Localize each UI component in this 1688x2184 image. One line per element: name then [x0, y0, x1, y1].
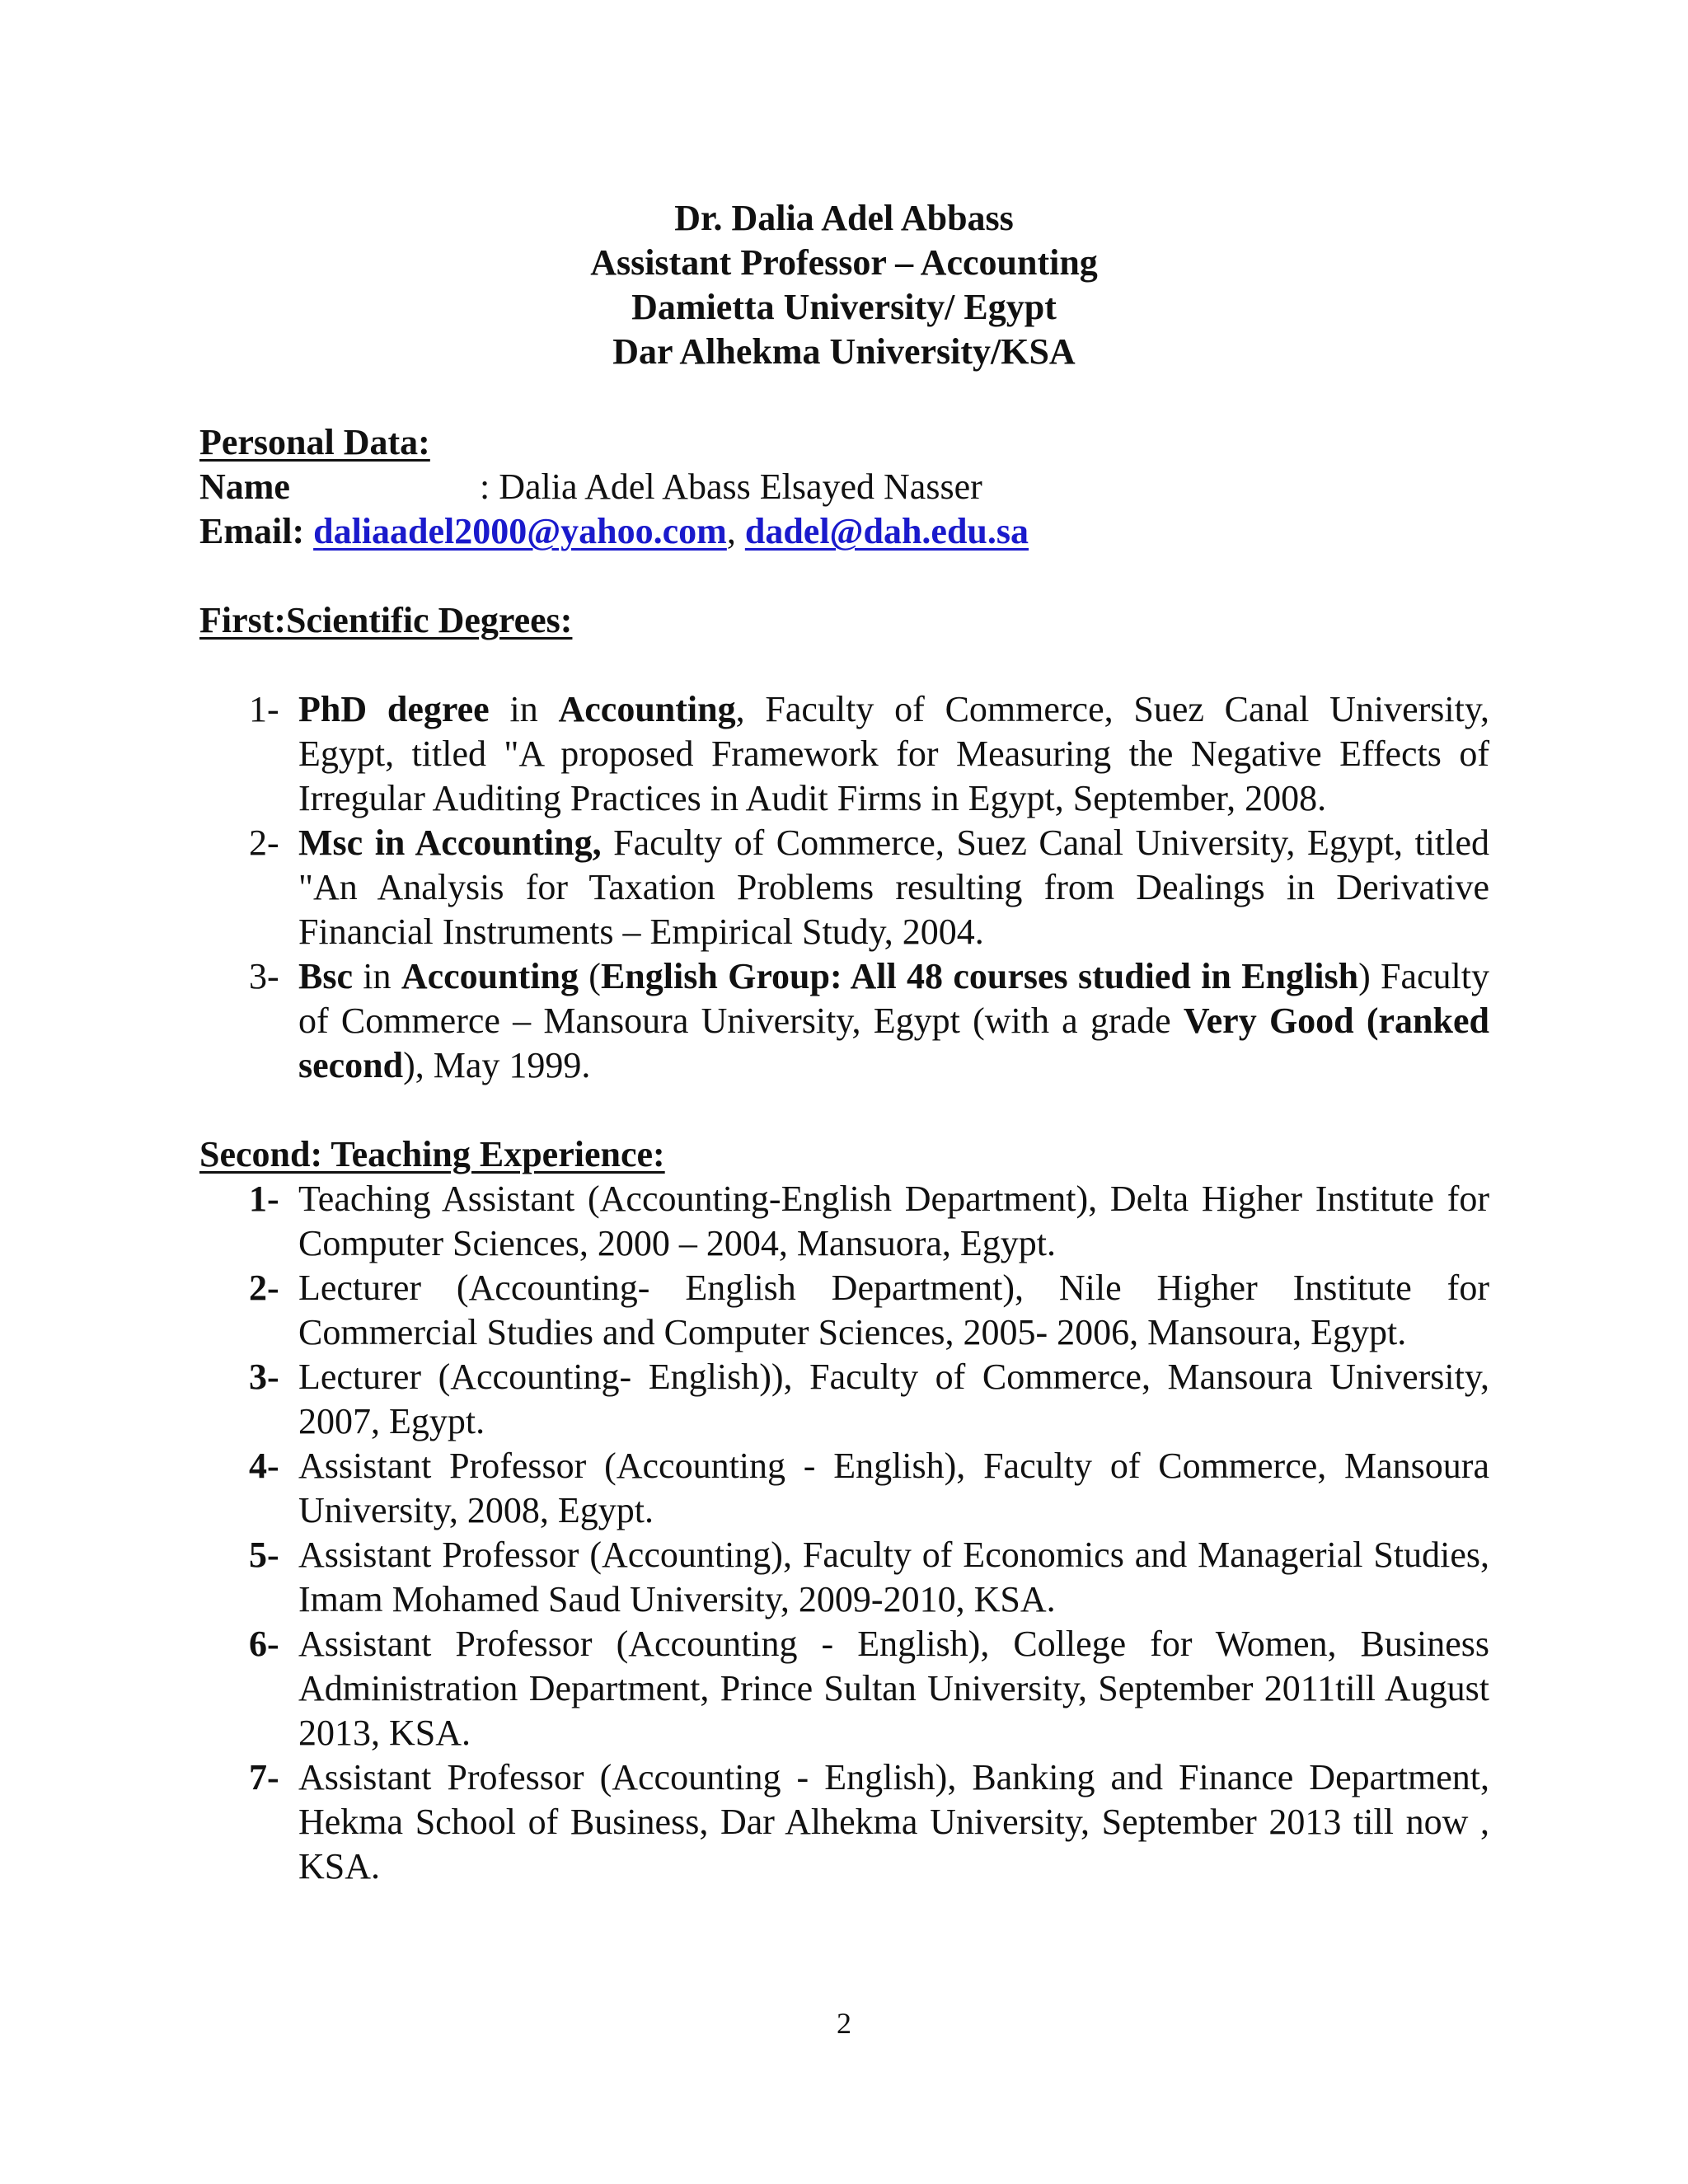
item-number: 1- [249, 1179, 279, 1219]
degree-field: Accounting [558, 689, 736, 729]
name-value: : Dalia Adel Abass Elsayed Nasser [480, 466, 982, 507]
affiliation-1: Damietta University/ Egypt [631, 287, 1057, 327]
teaching-item [199, 1444, 1489, 1533]
degree-item [199, 821, 1489, 954]
teaching-text: Assistant Professor (Accounting - English), College for Women, Business Administration Department, Prince Sultan University, September 2011till August 2013, KSA. [298, 1624, 1489, 1753]
email-label: Email: [199, 511, 305, 551]
degree-field: Accounting [401, 956, 579, 996]
page-number: 2 [837, 2007, 851, 2040]
teaching-heading: Second: Teaching Experience: [199, 1134, 665, 1174]
name-row [199, 465, 1489, 509]
degree-grade: Very Good (ranked second [298, 1001, 1489, 1085]
degree-group: English Group: All 48 courses studied in English [600, 956, 1359, 996]
degrees-list [199, 687, 1489, 1088]
item-number: 1- [249, 689, 279, 729]
teaching-item [199, 1755, 1489, 1889]
person-title-name: Dr. Dalia Adel Abbass [674, 198, 1014, 238]
degree-details: , Faculty of Commerce, Suez Canal University, Egypt, titled "A proposed Framework for Measuring the Negative Effects of Irregular Auditing Practices in Audit Firms in Egypt, September, 2008. [298, 689, 1489, 818]
text-fragment: ) Faculty of Commerce – Mansoura University, Egypt (with a grade [298, 956, 1490, 1041]
degrees-heading: First:Scientific Degrees: [199, 600, 573, 640]
degree-name: Bsc [298, 956, 353, 996]
teaching-list [199, 1177, 1489, 1889]
name-label: Name [199, 466, 290, 507]
teaching-text: Assistant Professor (Accounting - English), Banking and Finance Department, Hekma School of Business, Dar Alhekma University, September 2013 till now , KSA. [298, 1757, 1489, 1886]
email-link-dah[interactable]: dadel@dah.edu.sa [744, 511, 1029, 551]
teaching-item [199, 1177, 1489, 1266]
degree-item [199, 687, 1489, 821]
item-number: 6- [249, 1624, 279, 1664]
degree-item [199, 954, 1489, 1088]
spacer [199, 554, 1489, 598]
teaching-text: Teaching Assistant (Accounting-English Department), Delta Higher Institute for Computer Sciences, 2000 – 2004, Mansuora, Egypt. [298, 1179, 1489, 1263]
item-number: 7- [249, 1757, 279, 1797]
email-separator: , [726, 511, 736, 551]
text-fragment: ), May 1999. [403, 1045, 591, 1085]
teaching-item [199, 1622, 1489, 1755]
degree-name: PhD degree [298, 689, 490, 729]
text-fragment: in [353, 956, 401, 996]
cv-body [199, 420, 1489, 1889]
teaching-item [199, 1266, 1489, 1355]
item-number: 2- [249, 823, 279, 863]
teaching-text: Lecturer (Accounting- English)), Faculty of Commerce, Mansoura University, 2007, Egypt. [298, 1357, 1489, 1441]
email-row [199, 509, 1489, 554]
teaching-text: Lecturer (Accounting- English Department), Nile Higher Institute for Commercial Studies and Computer Sciences, 2005- 2006, Mansoura, Egypt. [298, 1268, 1489, 1352]
text-fragment: ( [578, 956, 601, 996]
job-title: Assistant Professor – Accounting [590, 242, 1098, 283]
teaching-text: Assistant Professor (Accounting - English), Faculty of Commerce, Mansoura University, 2008, Egypt. [298, 1446, 1489, 1530]
item-number: 5- [249, 1535, 279, 1575]
affiliation-2: Dar Alhekma University/KSA [612, 331, 1076, 372]
degree-details: Faculty of Commerce, Suez Canal University, Egypt, titled "An Analysis for Taxation Problems resulting from Dealings in Derivative Financial Instruments – Empirical Study, 2004. [298, 823, 1489, 952]
text-fragment: in [489, 689, 559, 729]
cv-header [0, 196, 1688, 374]
item-number: 4- [249, 1446, 279, 1486]
teaching-text: Assistant Professor (Accounting), Faculty of Economics and Managerial Studies, Imam Mohamed Saud University, 2009-2010, KSA. [298, 1535, 1489, 1619]
degree-name: Msc in Accounting, [298, 823, 602, 863]
teaching-item [199, 1355, 1489, 1444]
email-link-yahoo[interactable]: daliaadel2000@yahoo.com [313, 511, 727, 551]
item-number: 2- [249, 1268, 279, 1308]
teaching-item [199, 1533, 1489, 1622]
spacer [199, 643, 1489, 687]
spacer [199, 1088, 1489, 1132]
item-number: 3- [249, 956, 279, 996]
personal-data-heading: Personal Data: [199, 422, 430, 462]
item-number: 3- [249, 1357, 279, 1397]
